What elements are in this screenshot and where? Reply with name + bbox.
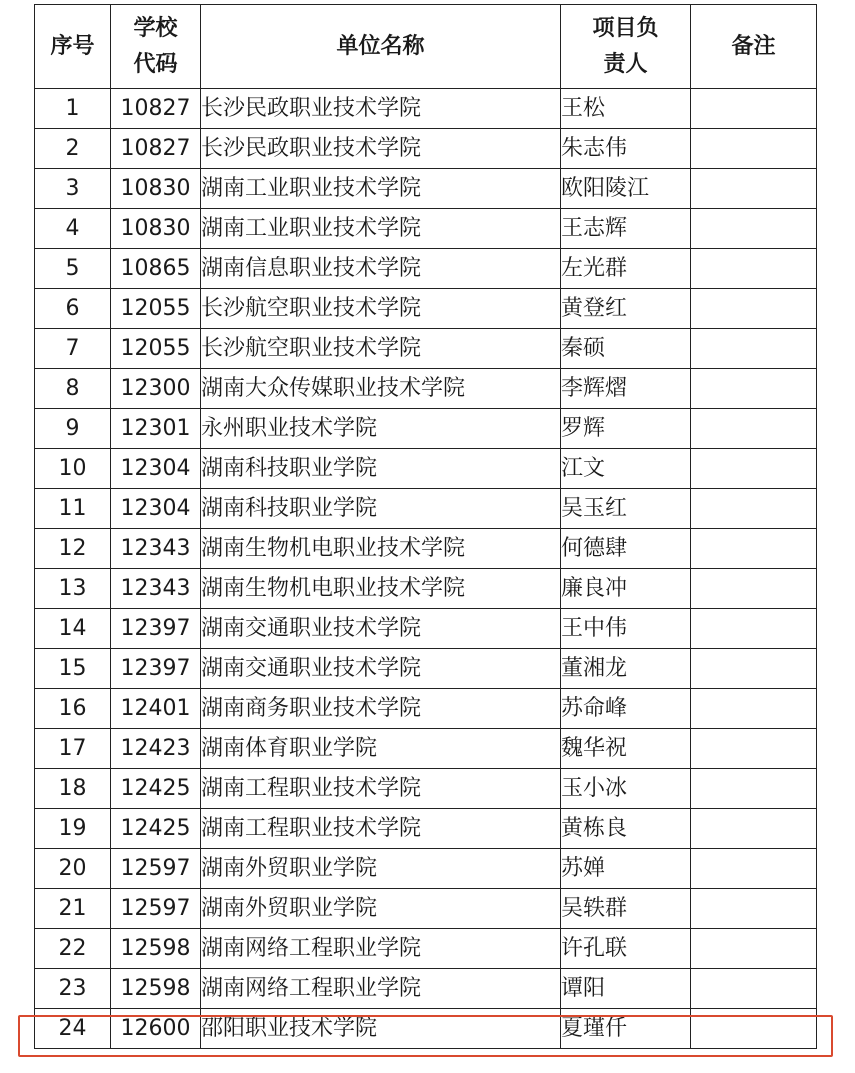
cell-leader: 王松	[561, 89, 691, 129]
cell-leader: 王中伟	[561, 609, 691, 649]
cell-code: 12598	[111, 929, 201, 969]
cell-leader: 罗辉	[561, 409, 691, 449]
cell-school-name: 湖南交通职业技术学院	[201, 649, 561, 689]
cell-code: 10830	[111, 169, 201, 209]
cell-leader: 李辉熠	[561, 369, 691, 409]
cell-num: 9	[35, 409, 111, 449]
table-row	[35, 689, 817, 729]
cell-code: 12425	[111, 809, 201, 849]
cell-school-name: 湖南网络工程职业学院	[201, 969, 561, 1009]
cell-school-name: 湖南外贸职业学院	[201, 889, 561, 929]
cell-leader: 何德肆	[561, 529, 691, 569]
table-row	[35, 249, 817, 289]
cell-num: 3	[35, 169, 111, 209]
table-row	[35, 89, 817, 129]
table-row	[35, 809, 817, 849]
cell-num: 23	[35, 969, 111, 1009]
cell-code: 10865	[111, 249, 201, 289]
cell-leader: 苏命峰	[561, 689, 691, 729]
cell-remark	[691, 889, 817, 929]
cell-num: 11	[35, 489, 111, 529]
cell-num: 15	[35, 649, 111, 689]
table-row	[35, 329, 817, 369]
cell-code: 12597	[111, 889, 201, 929]
cell-num: 10	[35, 449, 111, 489]
cell-leader: 王志辉	[561, 209, 691, 249]
cell-code: 10827	[111, 129, 201, 169]
cell-num: 12	[35, 529, 111, 569]
cell-remark	[691, 409, 817, 449]
cell-school-name: 湖南体育职业学院	[201, 729, 561, 769]
cell-num: 13	[35, 569, 111, 609]
cell-remark	[691, 209, 817, 249]
cell-remark	[691, 449, 817, 489]
cell-num: 5	[35, 249, 111, 289]
table-row	[35, 489, 817, 529]
cell-school-name: 湖南工程职业技术学院	[201, 809, 561, 849]
cell-leader: 吴玉红	[561, 489, 691, 529]
cell-leader: 朱志伟	[561, 129, 691, 169]
cell-leader: 秦硕	[561, 329, 691, 369]
cell-leader: 黄栋良	[561, 809, 691, 849]
cell-school-name: 湖南信息职业技术学院	[201, 249, 561, 289]
table-row	[35, 289, 817, 329]
table-row	[35, 129, 817, 169]
cell-remark	[691, 489, 817, 529]
cell-num: 20	[35, 849, 111, 889]
cell-leader: 苏婵	[561, 849, 691, 889]
cell-leader: 左光群	[561, 249, 691, 289]
cell-code: 12425	[111, 769, 201, 809]
cell-remark	[691, 129, 817, 169]
cell-num: 19	[35, 809, 111, 849]
cell-school-name: 湖南科技职业学院	[201, 489, 561, 529]
table-body	[35, 89, 817, 1049]
table-row	[35, 969, 817, 1009]
cell-remark	[691, 569, 817, 609]
cell-school-name: 长沙民政职业技术学院	[201, 129, 561, 169]
cell-remark	[691, 289, 817, 329]
cell-school-name: 邵阳职业技术学院	[201, 1009, 561, 1049]
cell-school-name: 湖南生物机电职业技术学院	[201, 569, 561, 609]
table-row	[35, 369, 817, 409]
table-row	[35, 649, 817, 689]
cell-code: 10827	[111, 89, 201, 129]
cell-school-name: 湖南交通职业技术学院	[201, 609, 561, 649]
cell-code: 12300	[111, 369, 201, 409]
cell-num: 16	[35, 689, 111, 729]
cell-remark	[691, 249, 817, 289]
cell-code: 12397	[111, 609, 201, 649]
table-row	[35, 729, 817, 769]
table-row	[35, 569, 817, 609]
table-row	[35, 849, 817, 889]
cell-remark	[691, 849, 817, 889]
cell-code: 12343	[111, 529, 201, 569]
header-code-line2: 代码	[133, 51, 178, 77]
header-leader-line1: 项目负	[592, 15, 659, 41]
cell-school-name: 湖南工业职业技术学院	[201, 209, 561, 249]
cell-num: 21	[35, 889, 111, 929]
cell-code: 12343	[111, 569, 201, 609]
table-row	[35, 529, 817, 569]
cell-school-name: 湖南生物机电职业技术学院	[201, 529, 561, 569]
cell-leader: 谭阳	[561, 969, 691, 1009]
cell-school-name: 湖南外贸职业学院	[201, 849, 561, 889]
cell-school-name: 长沙航空职业技术学院	[201, 289, 561, 329]
header-leader	[561, 5, 691, 89]
header-code-line1: 学校	[133, 15, 178, 41]
cell-num: 2	[35, 129, 111, 169]
cell-code: 12401	[111, 689, 201, 729]
cell-remark	[691, 649, 817, 689]
table-row	[35, 169, 817, 209]
cell-num: 4	[35, 209, 111, 249]
table-row	[35, 929, 817, 969]
cell-school-name: 湖南科技职业学院	[201, 449, 561, 489]
cell-leader: 玉小冰	[561, 769, 691, 809]
cell-remark	[691, 329, 817, 369]
cell-num: 17	[35, 729, 111, 769]
cell-leader: 欧阳陵江	[561, 169, 691, 209]
cell-code: 10830	[111, 209, 201, 249]
cell-code: 12598	[111, 969, 201, 1009]
cell-num: 7	[35, 329, 111, 369]
cell-school-name: 永州职业技术学院	[201, 409, 561, 449]
table-row	[35, 409, 817, 449]
cell-remark	[691, 89, 817, 129]
cell-remark	[691, 529, 817, 569]
cell-remark	[691, 369, 817, 409]
table-row	[35, 609, 817, 649]
cell-leader: 江文	[561, 449, 691, 489]
cell-school-name: 长沙航空职业技术学院	[201, 329, 561, 369]
cell-code: 12055	[111, 329, 201, 369]
cell-num: 24	[35, 1009, 111, 1049]
table-row	[35, 209, 817, 249]
cell-remark	[691, 769, 817, 809]
cell-school-name: 湖南工程职业技术学院	[201, 769, 561, 809]
cell-leader: 黄登红	[561, 289, 691, 329]
cell-remark	[691, 929, 817, 969]
header-code	[111, 5, 201, 89]
cell-num: 14	[35, 609, 111, 649]
cell-leader: 董湘龙	[561, 649, 691, 689]
header-name	[201, 5, 561, 89]
header-remark-label: 备注	[731, 33, 776, 59]
header-leader-line2: 责人	[603, 51, 648, 77]
cell-remark	[691, 689, 817, 729]
header-num	[35, 5, 111, 89]
cell-remark	[691, 809, 817, 849]
cell-num: 22	[35, 929, 111, 969]
cell-remark	[691, 609, 817, 649]
table-row	[35, 1009, 817, 1049]
cell-leader: 魏华祝	[561, 729, 691, 769]
cell-school-name: 湖南商务职业技术学院	[201, 689, 561, 729]
cell-num: 1	[35, 89, 111, 129]
cell-remark	[691, 969, 817, 1009]
cell-num: 6	[35, 289, 111, 329]
table-row	[35, 769, 817, 809]
cell-school-name: 湖南大众传媒职业技术学院	[201, 369, 561, 409]
table-row	[35, 889, 817, 929]
cell-remark	[691, 1009, 817, 1049]
cell-leader: 廉良冲	[561, 569, 691, 609]
cell-school-name: 长沙民政职业技术学院	[201, 89, 561, 129]
cell-code: 12397	[111, 649, 201, 689]
cell-leader: 夏瑾仟	[561, 1009, 691, 1049]
header-num-label: 序号	[50, 33, 95, 59]
cell-code: 12597	[111, 849, 201, 889]
cell-school-name: 湖南网络工程职业学院	[201, 929, 561, 969]
header-row	[35, 5, 817, 89]
cell-num: 8	[35, 369, 111, 409]
header-name-label: 单位名称	[336, 33, 425, 59]
cell-leader: 吴轶群	[561, 889, 691, 929]
cell-code: 12304	[111, 449, 201, 489]
cell-remark	[691, 169, 817, 209]
cell-school-name: 湖南工业职业技术学院	[201, 169, 561, 209]
table-row	[35, 449, 817, 489]
cell-code: 12055	[111, 289, 201, 329]
cell-code: 12600	[111, 1009, 201, 1049]
header-remark	[691, 5, 817, 89]
cell-code: 12301	[111, 409, 201, 449]
cell-code: 12423	[111, 729, 201, 769]
cell-code: 12304	[111, 489, 201, 529]
cell-remark	[691, 729, 817, 769]
school-roster-table	[34, 4, 817, 1049]
cell-leader: 许孔联	[561, 929, 691, 969]
cell-num: 18	[35, 769, 111, 809]
